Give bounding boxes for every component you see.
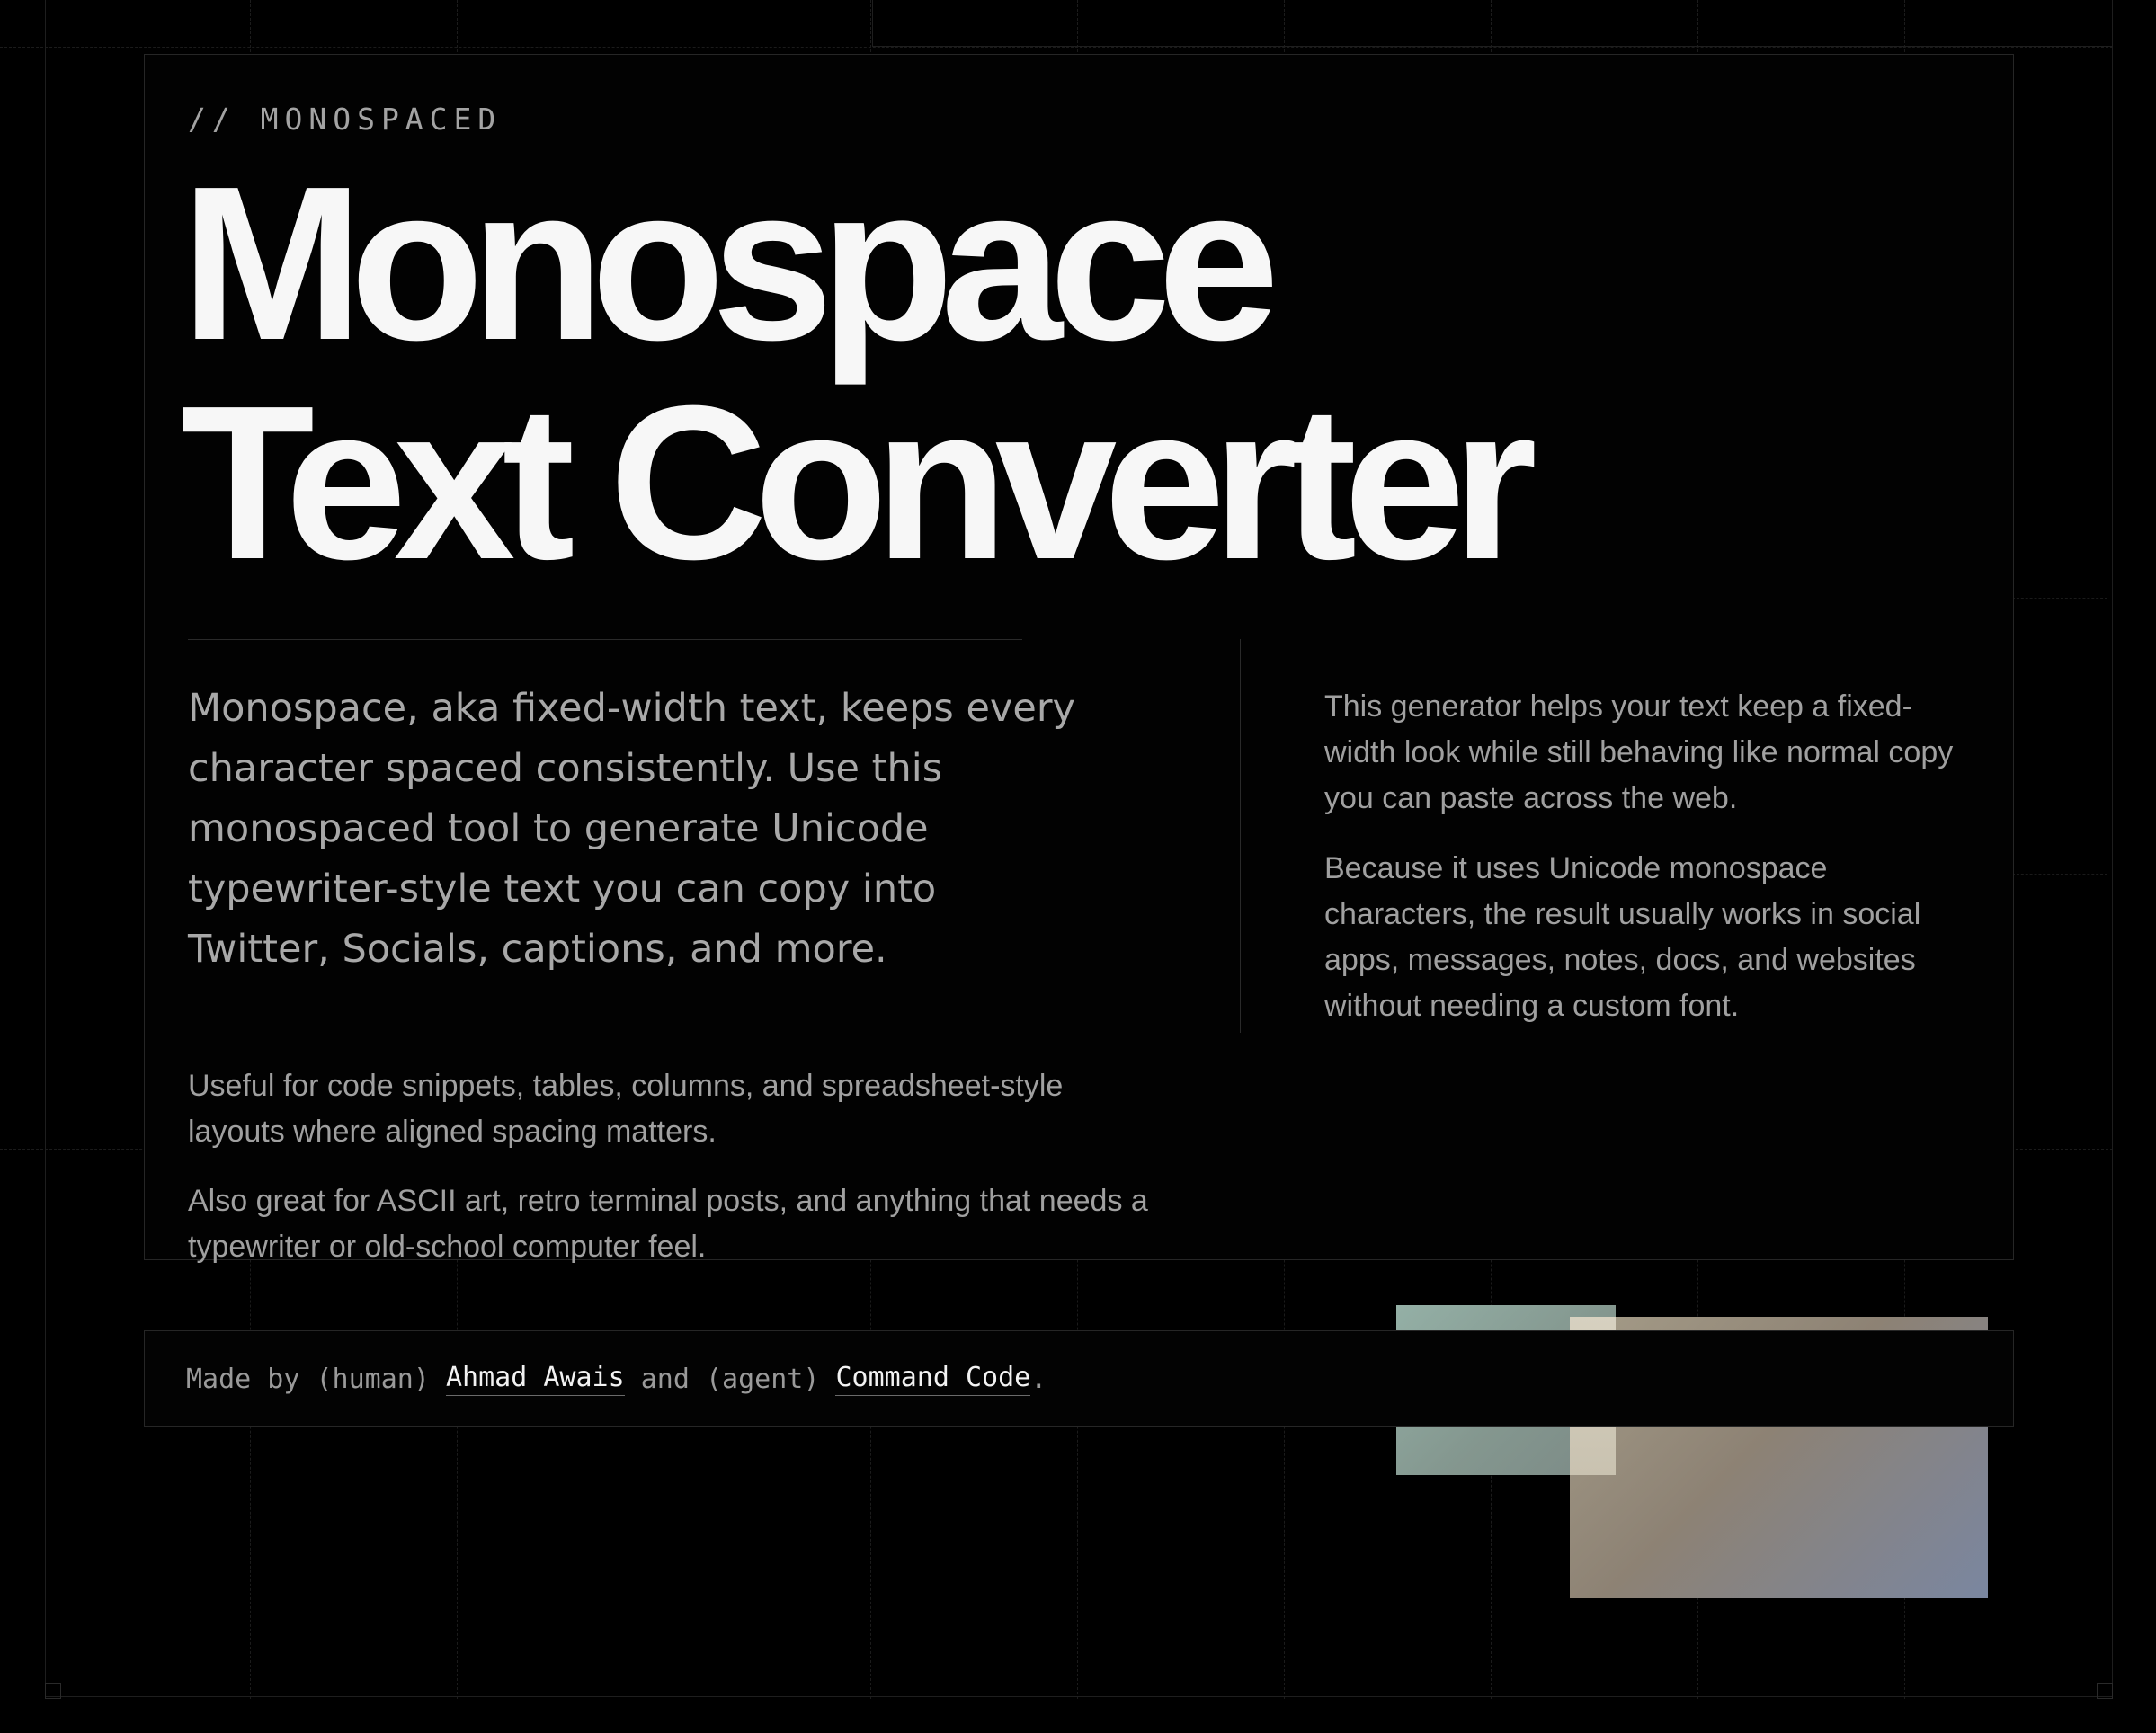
detail-paragraph-2: Also great for ASCII art, retro terminal posts, and anything that needs a typewriter or old-school computer feel. (188, 1184, 1148, 1264)
side-paragraph-1: This generator helps your text keep a fixed-width look while still behaving like normal copy you can paste across the web. (1324, 689, 1954, 815)
detail-paragraph-1: Useful for code snippets, tables, columns, and spreadsheet-style layouts where aligned spacing matters. (188, 1069, 1064, 1149)
title-line-2: Text Converter (181, 360, 1524, 605)
title-line-1: Monospace (181, 140, 1267, 386)
page-title (181, 140, 1524, 605)
divider-vertical (1240, 639, 1241, 1033)
agent-link[interactable]: Command Code (835, 1362, 1030, 1396)
divider-horizontal (188, 639, 1022, 640)
author-link[interactable]: Ahmad Awais (446, 1362, 625, 1396)
side-box-outline (2012, 598, 2107, 875)
corner-mark (45, 1683, 61, 1699)
credits-made-by: Made by (human) (186, 1363, 446, 1395)
corner-mark (2097, 1683, 2113, 1699)
credits-end: . (1030, 1363, 1047, 1395)
credits-and: and (agent) (624, 1363, 836, 1395)
eyebrow-label: // MONOSPACED (188, 102, 503, 137)
side-paragraph-2: Because it uses Unicode monospace characters, the result usually works in social apps, messages, notes, docs, and websites without needing a custom font. (1324, 851, 1921, 1023)
lead-paragraph: Monospace, aka fixed-width text, keeps every character spaced consistently. Use this monospaced tool to generate Unicode typewriter-style text you can copy into Twitter, Socials, captions, and more. (188, 686, 1075, 972)
top-tab-outline (872, 0, 2113, 47)
credits-bar (144, 1330, 2014, 1427)
hero-card (144, 54, 2014, 1264)
